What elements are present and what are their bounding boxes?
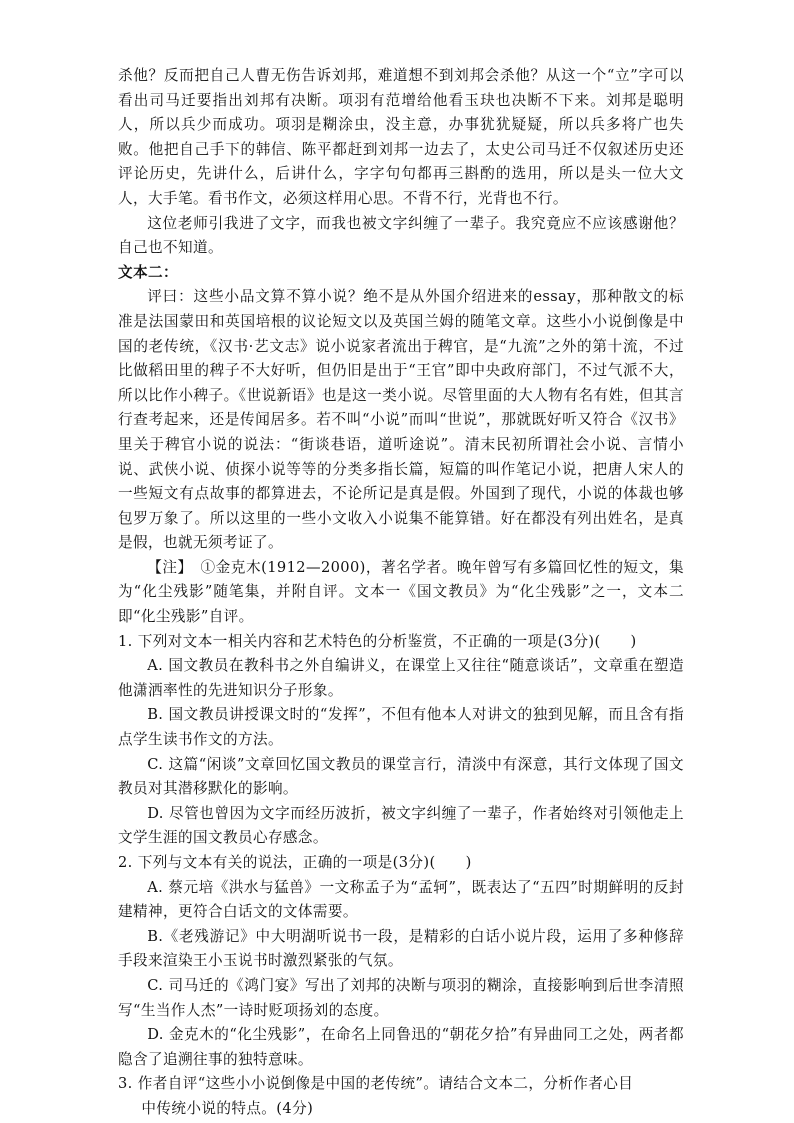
question-3-stem-line-1: 3. 作者自评“这些小小说倒像是中国的老传统”。请结合文本二，分析作者心目 (118, 1075, 634, 1093)
question-2-option-d: D. 金克木的“化尘残影”，在命名上同鲁迅的“朝花夕拾”有异曲同工之处，两者都隐含了追溯往事的独特意味。 (118, 1026, 684, 1068)
question-2-option-c: C. 司马迁的《鸿门宴》写出了刘邦的决断与项羽的糊涂，直接影响到后世李清照写“生当作人杰”一诗时贬项扬刘的态度。 (118, 976, 684, 1019)
text1-closing-paragraph: 这位老师引我进了文字，而我也被文字纠缠了一辈子。我究竟应不应该感谢他？自己也不知道。 (118, 214, 684, 257)
question-3 (118, 1072, 684, 1121)
question-1-stem: 1. 下列对文本一相关内容和艺术特色的分析鉴赏，不正确的一项是(3分)( ) (118, 632, 637, 650)
text2-paragraph: 评曰：这些小品文算不算小说？绝不是从外国介绍进来的essay，那种散文的标准是法国蒙田和英国培根的议论短文以及英国兰姆的随笔文章。这些小小说倒像是中国的老传统，《汉书·艺文志》说小说家者流出于稗官，是“九流”之外的第十流，不过比做稻田里的稗子不大好听，但仍旧是出于“王官”即中央政府部门，不过气派不大，所以比作小稗子。《世说新语》也是这一类小说。尽管里面的大人物有名有姓，但其言行查考起来，还是传闻居多。若不叫“小说”而叫“世说”，那就既好听又符合《汉书》里关于稗官小说的说法：“街谈巷语，道听途说”。清末民初所谓社会小说、言情小说、武侠小说、侦探小说等等的分类多指长篇，短篇的叫作笔记小说，把唐人宋人的一些短文有点故事的都算进去，不论所记是真是假。外国到了现代，小说的体裁也够包罗万象了。所以这里的一些小文收入小说集不能算错。好在都没有列出姓名，是真是假，也就无须考证了。 (118, 288, 684, 552)
question-2-stem: 2. 下列与文本有关的说法，正确的一项是(3分)( ) (118, 854, 472, 871)
question-2 (118, 851, 684, 1072)
document-page (118, 64, 684, 1122)
question-2-option-a: A. 蔡元培《洪水与猛兽》一文称孟子为“孟轲”，既表达了“五四”时期鲜明的反封建精神，更符合白话文的文体需要。 (118, 878, 684, 921)
question-3-stem-line-2: 中传统小说的特点。(4分) (141, 1099, 314, 1117)
question-1-option-a: A. 国文教员在教科书之外自编讲义，在课堂上又往往“随意谈话”，文章重在塑造他潇洒率性的先进知识分子形象。 (118, 657, 684, 699)
text1-paragraph: 杀他？反而把自己人曹无伤告诉刘邦，难道想不到刘邦会杀他？从这一个“立”字可以看出司马迁要指出刘邦有决断。项羽有范增给他看玉玦也决断不下来。刘邦是聪明人，所以兵少而成功。项羽是糊涂虫，没主意，办事犹犹疑疑，所以兵多将广也失败。他把自己手下的韩信、陈平都赶到刘邦一边去了，太史公司马迁不仅叙述历史还评论历史，先讲什么，后讲什么，字字句句都再三斟酌的选用，所以是头一位大文人，大手笔。看书作文，必须这样用心思。不背不行，光背也不行。 (118, 67, 684, 207)
annotation-note: 【注】 ①金克木(1912—2000)，著名学者。晚年曾写有多篇回忆性的短文，集为“化尘残影”随笔集，并附自评。文本一《国文教员》为“化尘残影”之一，文本二即“化尘残影”自评。 (118, 558, 684, 626)
question-2-option-b: B.《老残游记》中大明湖听说书一段，是精彩的白话小说片段，运用了多种修辞手段来渲染王小玉说书时激烈紧张的气氛。 (118, 927, 684, 970)
question-1-option-c: C. 这篇“闲谈”文章回忆国文教员的课堂言行，清淡中有深意，其行文体现了国文教员对其潜移默化的影响。 (118, 755, 684, 798)
text2-heading: 文本二： (118, 263, 178, 281)
question-1 (118, 630, 684, 851)
question-1-option-d: D. 尽管也曾因为文字而经历波折，被文字纠缠了一辈子，作者始终对引领他走上文学生涯的国文教员心存感念。 (118, 804, 684, 847)
question-1-option-b: B. 国文教员讲授课文时的“发挥”，不但有他本人对讲文的独到见解，而且含有指点学生读书作文的方法。 (118, 706, 684, 749)
